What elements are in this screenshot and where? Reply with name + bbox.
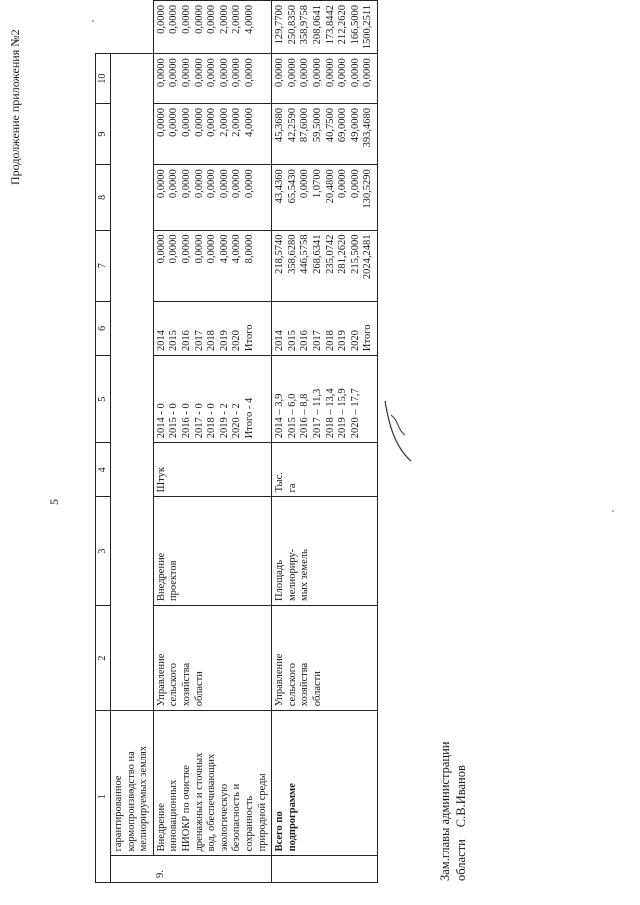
- summary-label: Всего по подпрограмме: [272, 711, 378, 856]
- summary-targets: 2014 – 3,9 2015 – 6,0 2016 – 8,8 2017 – 11,3 2018 – 13,4 2019 – 15,9 2020 – 17,7: [272, 356, 378, 443]
- row9-regional: 0,0000 0,0000 0,0000 0,0000 0,0000 2,0000 2,0000 4,0000: [153, 103, 271, 164]
- signature-title-line-1: Зам.главы администрации: [438, 741, 452, 881]
- summary-years: 2014 2015 2016 2017 2018 2019 2020 Итого: [272, 301, 378, 355]
- summary-number-cell: [272, 856, 378, 883]
- summary-unit: Тыс. га: [272, 443, 378, 497]
- col-header-1: 1: [96, 711, 111, 883]
- col-header-2: 2: [96, 605, 111, 710]
- handwritten-mark: [375, 395, 417, 465]
- row9-indicator: Внедрение проектов: [153, 497, 271, 606]
- summary-total: 218,5740 358,6280 446,5758 268,6341 235,0742 281,2620 215,5000 2024,2481: [272, 230, 378, 301]
- summary-local: 0,0000 0,0000 0,0000 0,0000 0,0000 0,0000 0,0000 0,0000: [272, 54, 378, 104]
- continuation-heading: Продолжение приложения №2: [8, 29, 22, 185]
- col-header-3: 3: [96, 497, 111, 606]
- col-header-5: 5: [96, 356, 111, 443]
- signature-block: [438, 742, 469, 881]
- col-header-4: 4: [96, 443, 111, 497]
- summary-extrabudget: 129,7700 250,8350 358,9758 208,0641 173,8442 212,2620 166,5000 1500,2511: [272, 1, 378, 54]
- col-header-8: 8: [96, 165, 111, 230]
- fragment-empty: [111, 54, 154, 711]
- summary-regional: 45,3680 42,2590 87,6000 59,5000 40,7500 69,0000 49,0000 393,4680: [272, 103, 378, 164]
- row-number-cell: [111, 856, 154, 883]
- summary-federal: 43,4360 65,5430 0,0000 1,0700 20,4800 0,0000 0,0000 130,5290: [272, 165, 378, 230]
- signature-title-line-2: областиС.В.Иванов: [453, 765, 468, 881]
- column-number-row: [96, 1, 111, 883]
- row9-federal: 0,0000 0,0000 0,0000 0,0000 0,0000 0,0000 0,0000 0,0000: [153, 165, 271, 230]
- row9-targets: 2014 - 0 2015 - 0 2016 - 0 2017 - 0 2018 - 0 2019 - 2 2020 - 2 Итого - 4: [153, 356, 271, 443]
- col-header-7: 7: [96, 230, 111, 301]
- row9-executor: Управление сельского хозяйства области: [153, 605, 271, 710]
- table-row-summary: [272, 1, 378, 883]
- table-row-fragment: [111, 1, 154, 883]
- col-header-9: 9: [96, 103, 111, 164]
- program-table: [95, 0, 378, 883]
- table-row-9: [153, 1, 271, 883]
- row9-local: 0,0000 0,0000 0,0000 0,0000 0,0000 0,0000 0,0000 0,0000: [153, 54, 271, 104]
- fragment-text: гарантированное кормопроизводство на мелиорируемых землях: [111, 711, 154, 856]
- row9-number: 9.: [153, 856, 271, 883]
- summary-executor: Управление сельского хозяйства области: [272, 605, 378, 710]
- col-header-10: 10: [96, 54, 111, 104]
- row9-years: 2014 2015 2016 2017 2018 2019 2020 Итого: [153, 301, 271, 355]
- row9-total: 0,0000 0,0000 0,0000 0,0000 0,0000 4,0000 4,0000 8,0000: [153, 230, 271, 301]
- row9-unit: Штук: [153, 443, 271, 497]
- row9-measure: Внедрение инновационных НИОКР по очистке дренажных и сточных вод, обеспечивающих экологическую безопасность и сохранность природной среды: [153, 711, 271, 856]
- row9-extrabudget: 0,0000 0,0000 0,0000 0,0000 0,0000 2,0000 2,0000 4,0000: [153, 1, 271, 54]
- signature-name: С.В.Иванов: [453, 765, 468, 828]
- page-number: 5: [47, 499, 61, 505]
- col-header-6: 6: [96, 301, 111, 355]
- summary-indicator: Площадь мелиориру- мых земель: [272, 497, 378, 606]
